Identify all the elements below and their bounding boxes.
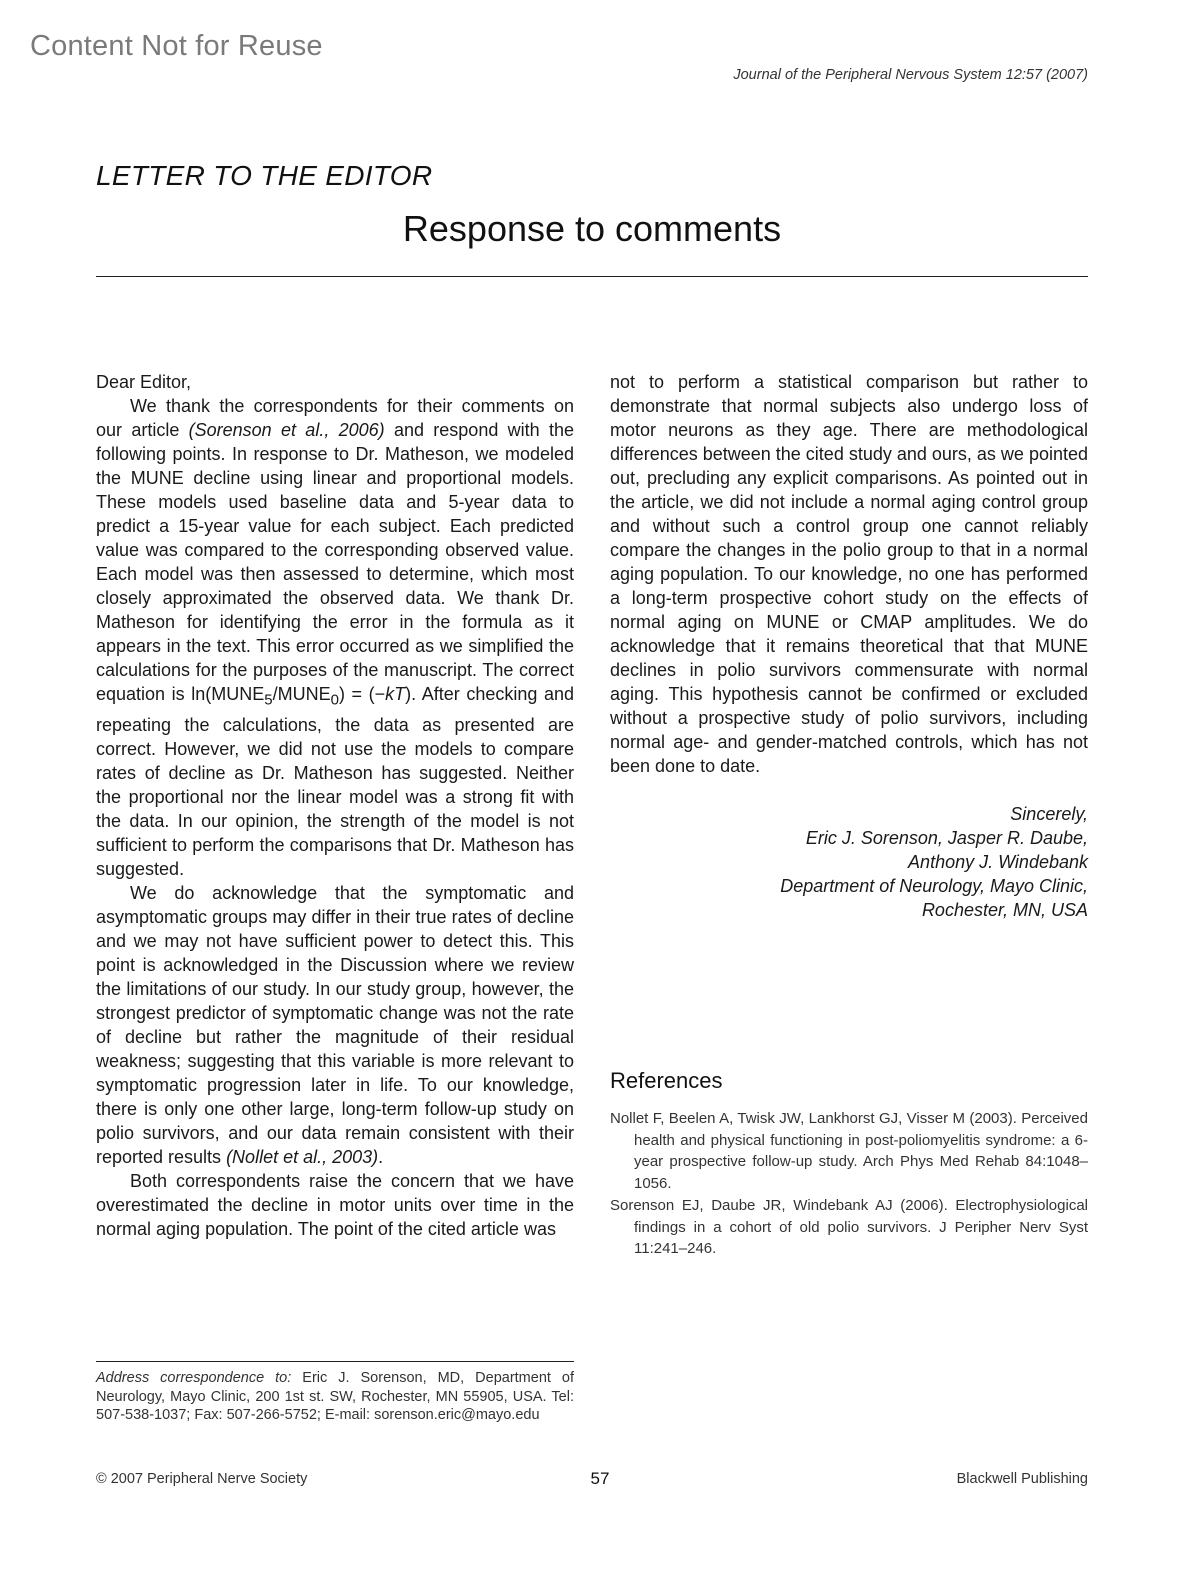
paragraph-text: . [378, 1146, 384, 1167]
paragraph-2 [96, 881, 574, 1169]
signoff [610, 802, 1088, 922]
footnote-rule [96, 1361, 574, 1362]
paragraph-text: We thank the correspondents for their comments on our article [96, 396, 574, 440]
reference-item: Sorenson EJ, Daube JR, Windebank AJ (2006). Electrophysiological findings in a cohort of old polio survivors. J Peripher Nerv Syst 11:241–246. [610, 1197, 1088, 1257]
equation-term: kT [385, 684, 406, 704]
letter-column-right [610, 370, 1088, 922]
footnote-text: Eric J. Sorenson, MD, Department of Neurology, Mayo Clinic, 200 1st st. SW, Rochester, MN 55905, USA. Tel: 507-538-1037; Fax: 507-266-5752; E-mail: sorenson.eric@mayo.edu [96, 1370, 574, 1423]
paragraph-3: Both correspondents raise the concern that we have overestimated the decline in motor units over time in the normal aging population. The point of the cited article was [96, 1170, 574, 1239]
subscript: 5 [264, 691, 273, 709]
paragraph-text: and respond with the following points. In response to Dr. Matheson, we modeled the MUNE decline using linear and proportional models. These models used baseline data and 5-year data to predict a 15-year value for each subject. Each predicted value was compared to the corresponding observed value. Each model was then assessed to determine, which most closely approximated the observed data. We thank Dr. Matheson for identifying the error in the formula as it appears in the text. This error occurred as we simplified the calculations for the purposes of the manuscript. The correct equation is ln(MUNE [96, 420, 574, 704]
citation-link[interactable]: (Nollet et al., 2003) [226, 1146, 379, 1167]
footnote-label: Address correspondence to: [96, 1370, 292, 1386]
page-number: 57 [590, 1469, 610, 1488]
paragraph-text: We do acknowledge that the symptomatic and asymptomatic groups may differ in their true rates of decline and we may not have sufficient power to detect this. This point is acknowledged in the Discussion where we review the limitations of our study. In our study group, however, the strongest predictor of symptomatic change was not the rate of decline but rather the magnitude of their residual weakness; suggesting that this variable is more relevant to symptomatic progression later in life. To our knowledge, there is only one other large, long-term follow-up study on polio survivors, and our data remain consistent with their reported results [96, 882, 574, 1167]
correspondence-footnote [96, 1369, 574, 1425]
closing: Sincerely, [1010, 804, 1088, 824]
section-label: LETTER TO THE EDITOR [96, 160, 433, 191]
references-list [610, 1108, 1088, 1261]
authors-line: Anthony J. Windebank [908, 852, 1088, 872]
copyright: © 2007 Peripheral Nerve Society [96, 1471, 308, 1487]
paragraph-3-continued: not to perform a statistical comparison but rather to demonstrate that normal subjects also undergo loss of motor neurons as they age. There are methodological differences between the cited study and ours, as we pointed out, precluding any explicit comparisons. As pointed out in the article, we did not include a normal aging control group and without such a control group one cannot reliably compare the changes in the polio group to that in a normal aging population. To our knowledge, no one has performed a long-term prospective cohort study on the effects of normal aging on MUNE or CMAP amplitudes. We do acknowledge that it remains theoretical that that MUNE declines in polio survivors commensurate with normal aging. This hypothesis cannot be confirmed or excluded without a prospective study of polio survivors, including normal age- and gender-matched controls, which has not been done to date. [610, 372, 1088, 776]
subscript: 0 [330, 691, 339, 709]
authors-line: Eric J. Sorenson, Jasper R. Daube, [805, 828, 1088, 848]
paragraph-text: /MUNE [272, 684, 331, 704]
letter-column-left [96, 370, 574, 1241]
affiliation-line: Department of Neurology, Mayo Clinic, [780, 876, 1088, 896]
citation-link[interactable]: (Sorenson et al., 2006) [188, 420, 385, 440]
references-heading: References [610, 1068, 723, 1093]
paragraph-text: ). After checking and repeating the calculations, the data as presented are correct. However, we did not use the models to compare rates of decline as Dr. Matheson has suggested. Neither the proportional nor the linear model was a strong fit with the data. In our opinion, the strength of the model is not sufficient to perform the comparisons that Dr. Matheson has suggested. [96, 684, 575, 879]
affiliation-line: Rochester, MN, USA [921, 900, 1088, 920]
salutation: Dear Editor, [96, 372, 192, 392]
reference-item: Nollet F, Beelen A, Twisk JW, Lankhorst GJ, Visser M (2003). Perceived health and physical functioning in post-poliomyelitis syndrome: a 6-year prospective follow-up study. Arch Phys Med Rehab 84:1048–1056. [610, 1110, 1088, 1192]
paragraph-text: ) = (− [338, 684, 386, 704]
title-rule [96, 276, 1088, 277]
paragraph-1 [96, 394, 574, 881]
publisher: Blackwell Publishing [956, 1471, 1088, 1487]
running-head: Journal of the Peripheral Nervous System 12:57 (2007) [733, 67, 1088, 83]
article-title: Response to comments [402, 208, 782, 249]
watermark: Content Not for Reuse [30, 30, 323, 62]
